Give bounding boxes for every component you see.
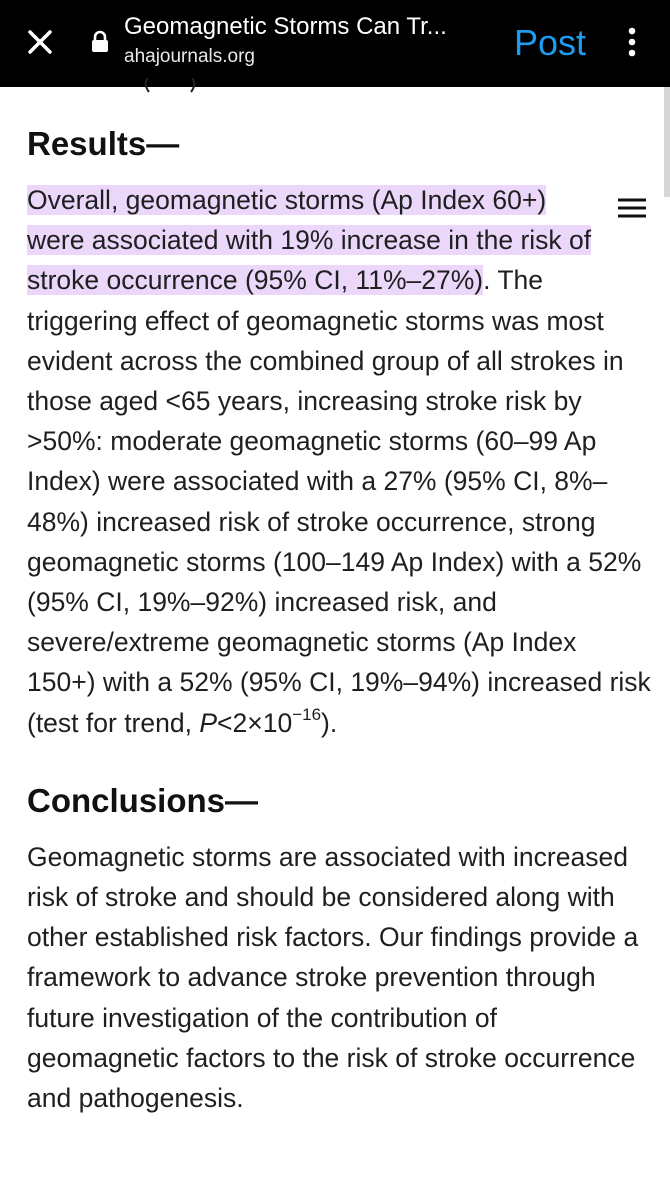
abstract-content [27,122,652,1118]
browser-toolbar [0,0,670,87]
more-vertical-icon [618,24,646,60]
lock-icon [90,30,110,54]
post-button[interactable]: Post [514,22,587,63]
page-domain: ahajournals.org [124,46,255,67]
more-options-button[interactable] [618,24,646,60]
p-label: P [199,707,218,738]
p-value: <2×10 [217,707,293,738]
selection-menu-button[interactable] [612,192,650,226]
close-icon [22,24,58,60]
highlighted-text[interactable]: were associated with 19% increase in the risk of [27,225,592,256]
page-title: Geomagnetic Storms Can Tr... [124,13,447,40]
hamburger-menu-icon [612,192,650,226]
close-button[interactable] [22,24,58,60]
results-heading: Results— [27,125,180,162]
conclusions-heading: Conclusions— [27,781,259,819]
clipped-text-fragment [140,78,220,96]
results-closing: ). [321,707,338,738]
p-exponent: −16 [292,704,322,724]
results-paragraph [27,180,652,743]
scrollbar[interactable] [664,87,670,197]
results-body: . The triggering effect of geomagnetic storms was most evident across the combined group of all strokes in those aged <65 years, increasing stroke risk by >50%: moderate geomagnetic storms (60–99 Ap Index) were associated with a 27% (95% CI, 8%–48%) increased risk of stroke occurrence, strong geomagnetic storms (100–149 Ap Index) with a 52% (95% CI, 19%–92%) increased risk, and severe/extreme geomagnetic storms (Ap Index 150+) with a 52% (95% CI, 19%–94%) increased risk (test for trend, [27,265,651,738]
highlighted-text[interactable]: Overall, geomagnetic storms (Ap Index 60+) [27,185,547,215]
conclusions-paragraph: Geomagnetic storms are associated with increased risk of stroke and should be considered along with other established risk factors. Our findings provide a framework to advance stroke prevention through future investigation of the contribution of geomagnetic factors to the risk of stroke occurrence and pathogenesis. [27,841,639,1114]
page-title-block[interactable] [124,12,494,70]
highlighted-text[interactable]: stroke occurrence (95% CI, 11%–27%) [27,265,484,296]
